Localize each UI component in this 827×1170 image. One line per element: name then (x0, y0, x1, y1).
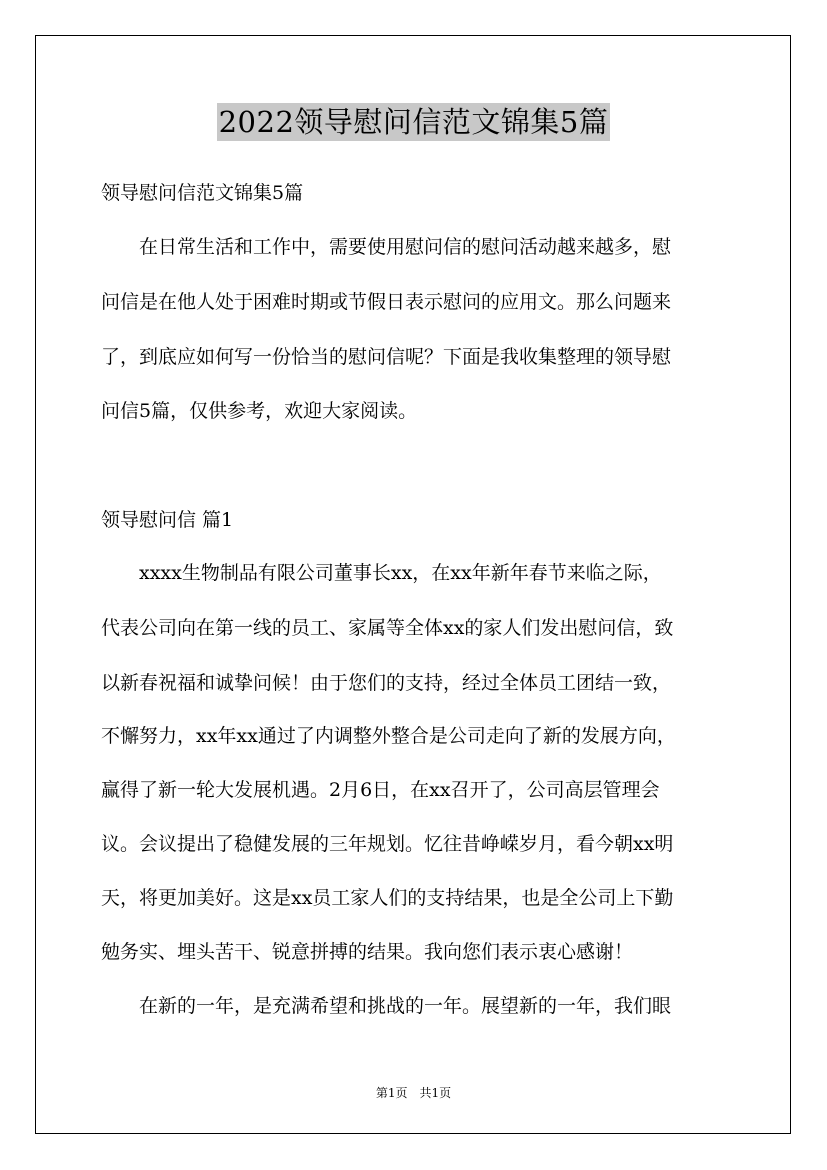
title-container (0, 103, 827, 141)
body-line: 勉务实、埋头苦干、锐意拼搏的结果。我向您们表示衷心感谢！ (101, 941, 634, 963)
section-heading: 领导慰问信 篇1 (101, 509, 234, 531)
body-line: xxxx生物制品有限公司董事长xx，在xx年新年春节来临之际， (101, 562, 662, 584)
body-line: 在新的一年，是充满希望和挑战的一年。展望新的一年，我们眼 (101, 995, 672, 1017)
body-line: 不懈努力，xx年xx通过了内调整外整合是公司走向了新的发展方向， (101, 725, 676, 747)
intro-line: 问信5篇，仅供参考，欢迎大家阅读。 (101, 400, 418, 422)
body-line: 赢得了新一轮大发展机遇。2月6日，在xx召开了，公司高层管理会 (101, 779, 660, 801)
intro-line: 问信是在他人处于困难时期或节假日表示慰问的应用文。那么问题来 (101, 291, 672, 313)
body-line: 天，将更加美好。这是xx员工家人们的支持结果，也是全公司上下勤 (101, 887, 674, 909)
document-subtitle: 领导慰问信范文锦集5篇 (101, 182, 304, 204)
intro-line: 在日常生活和工作中，需要使用慰问信的慰问活动越来越多，慰 (101, 236, 672, 258)
document-title: 2022领导慰问信范文锦集5篇 (218, 105, 609, 139)
page-footer: 第1页 共1页 (375, 1086, 452, 1100)
body-line: 以新春祝福和诚挚问候！由于您们的支持，经过全体员工团结一致， (101, 672, 672, 694)
intro-line: 了，到底应如何写一份恰当的慰问信呢？下面是我收集整理的领导慰 (101, 346, 672, 368)
body-line: 代表公司向在第一线的员工、家属等全体xx的家人们发出慰问信，致 (101, 617, 674, 639)
body-line: 议。会议提出了稳健发展的三年规划。忆往昔峥嵘岁月，看今朝xx明 (101, 833, 674, 855)
